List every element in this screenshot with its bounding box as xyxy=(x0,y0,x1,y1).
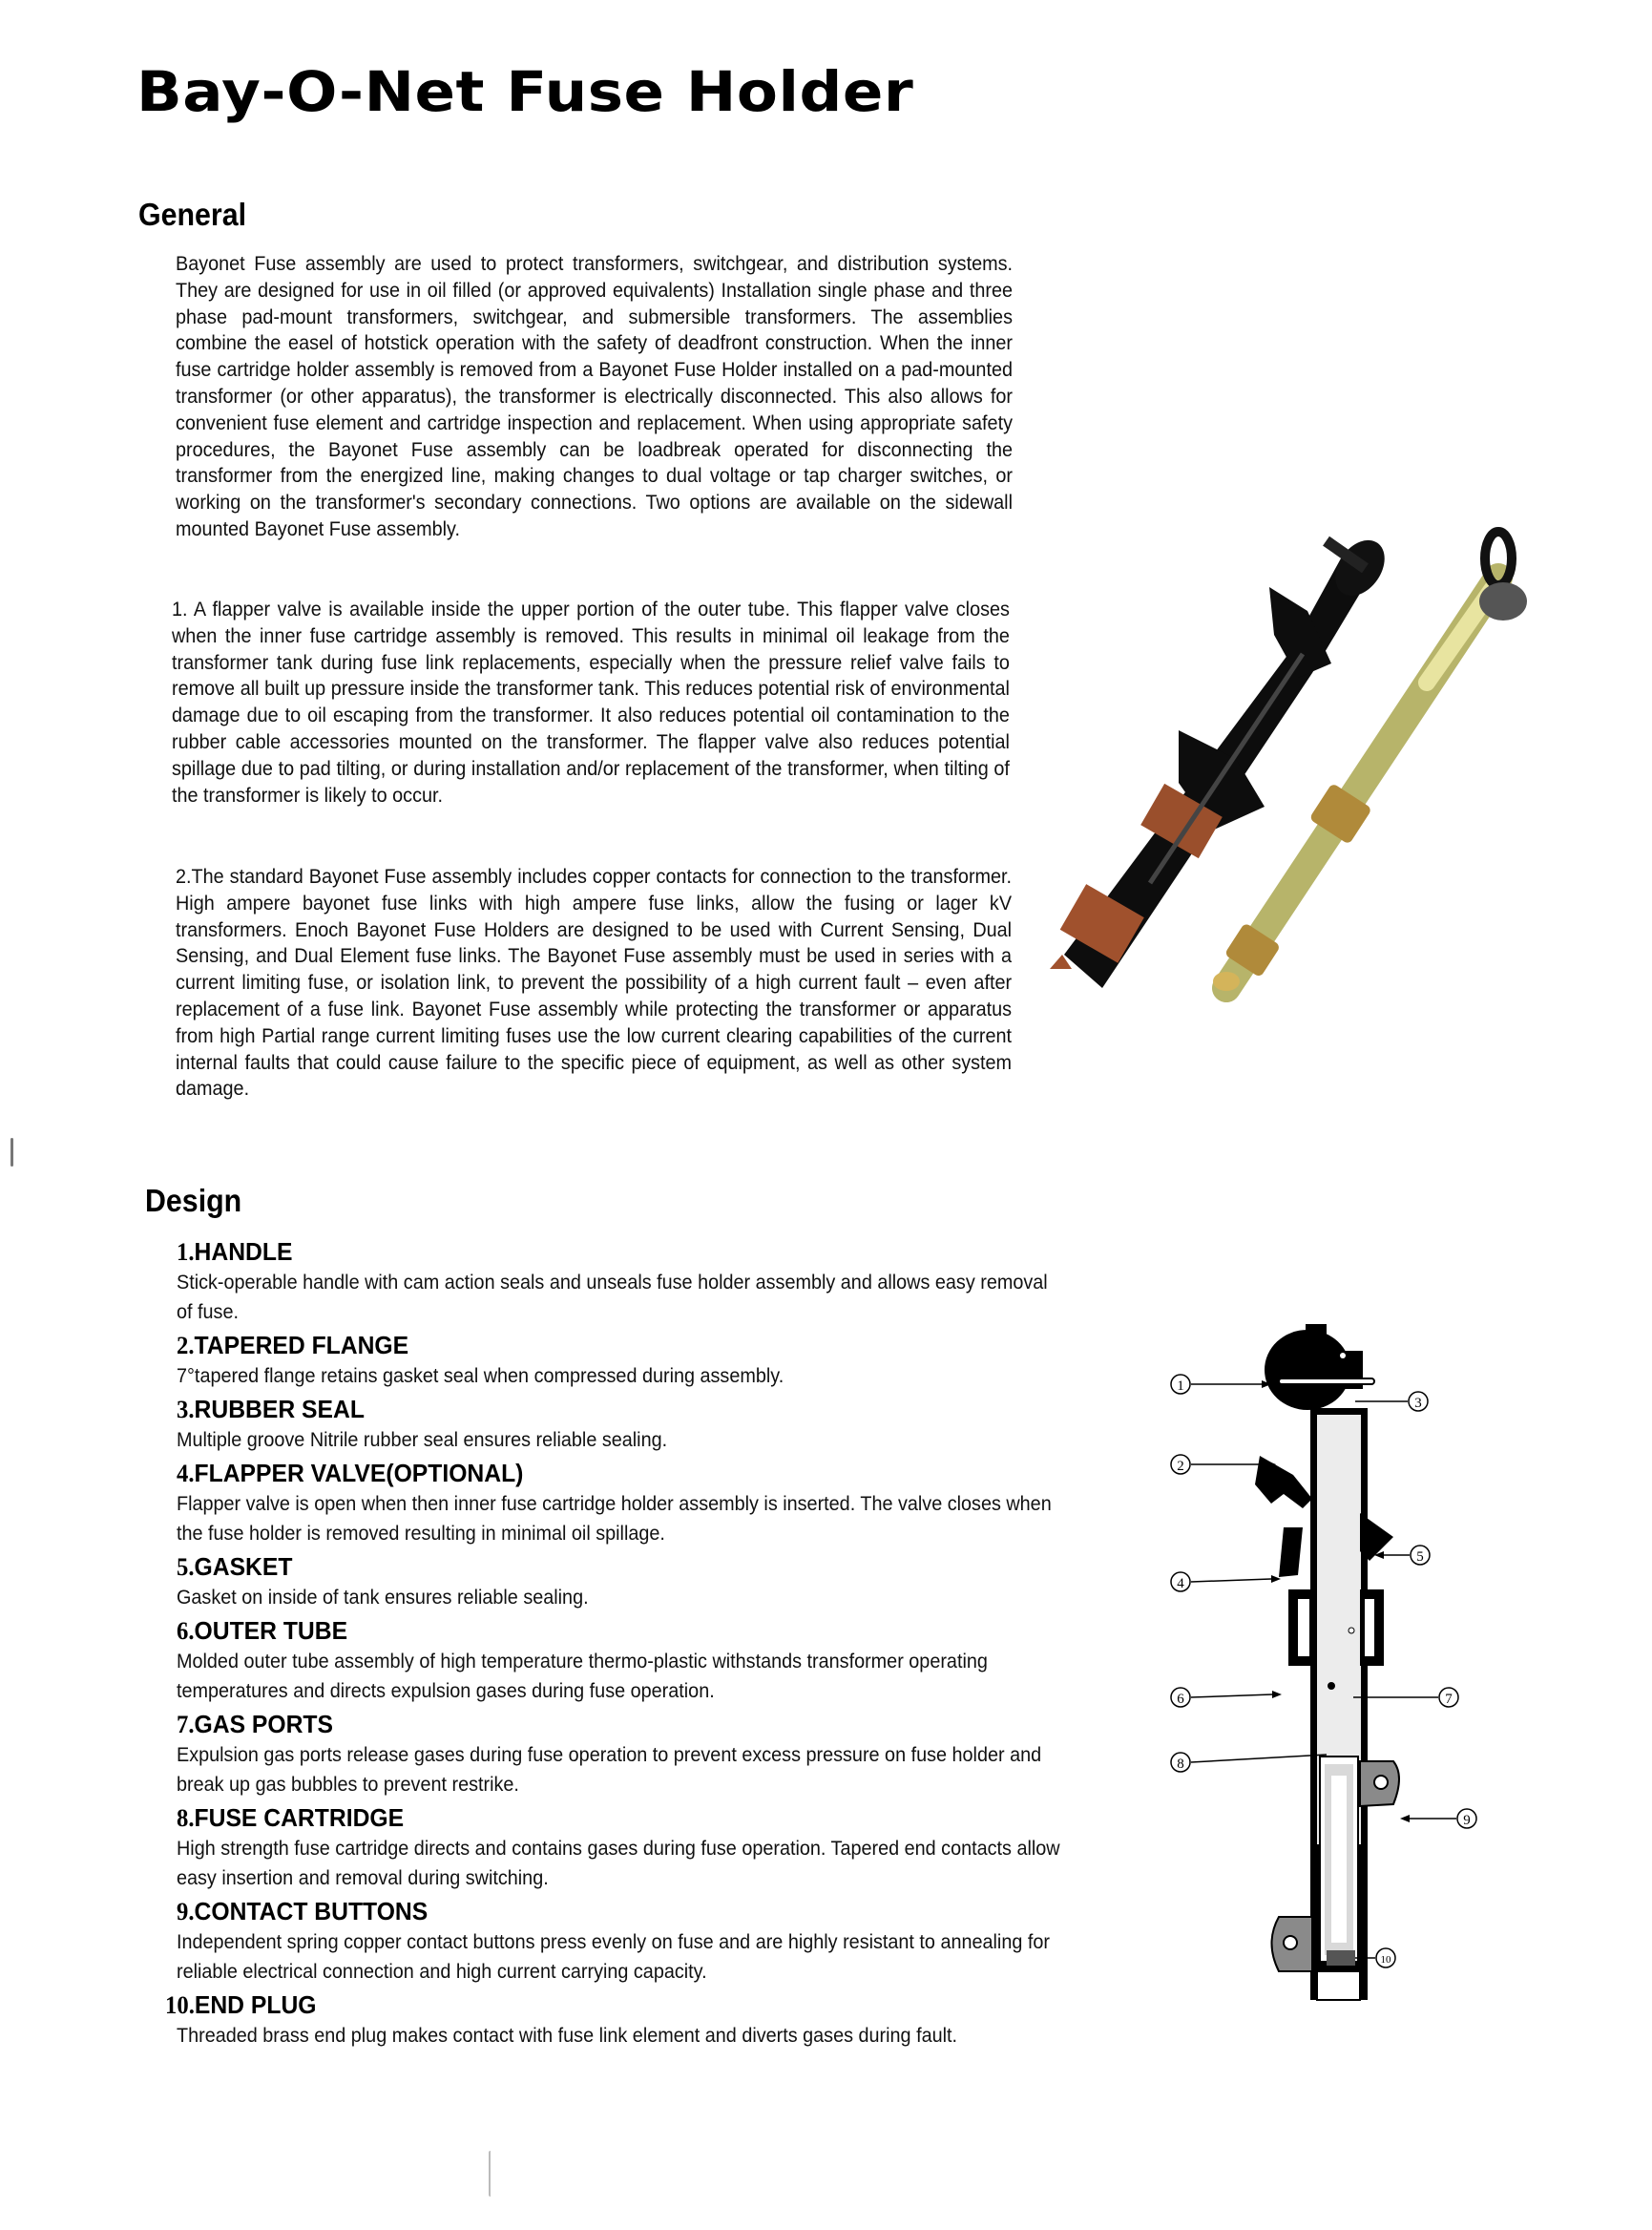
item-description: High strength fuse cartridge directs and contains gases during fuse operation. Tapered end contacts allow easy insertion and removal during switching. xyxy=(177,1837,1060,1889)
design-item-handle xyxy=(177,1236,1131,1327)
item-title: HANDLE xyxy=(194,1237,293,1266)
item-title: END PLUG xyxy=(194,1990,317,2019)
item-title: FLAPPER VALVE(OPTIONAL) xyxy=(194,1459,524,1487)
svg-text:2: 2 xyxy=(1177,1459,1184,1474)
item-description: Independent spring copper contact buttons press evenly on fuse and are highly resistant to annealing for reliable electrical connection and high current carrying capacity. xyxy=(177,1930,1050,1983)
design-feature-list xyxy=(165,1236,1131,2053)
svg-text:1: 1 xyxy=(1177,1378,1184,1394)
item-number: 5. xyxy=(177,1553,195,1581)
svg-text:9: 9 xyxy=(1463,1813,1471,1828)
section-heading-general: General xyxy=(138,197,247,232)
item-number: 10. xyxy=(165,1991,195,2019)
design-item-fuse-cartridge xyxy=(177,1802,1131,1893)
cross-section-diagram xyxy=(1164,1308,1479,2005)
item-description: Expulsion gas ports release gases during fuse operation to prevent excess pressure on fuse holder and break up gas bubbles to prevent restrike. xyxy=(177,1743,1042,1796)
handle-shape xyxy=(1265,1324,1374,1410)
design-item-tapered-flange xyxy=(177,1330,1131,1391)
item-title: GASKET xyxy=(194,1552,293,1581)
design-item-outer-tube xyxy=(177,1615,1131,1706)
item-description: Flapper valve is open when then inner fuse cartridge holder assembly is inserted. The valve closes when the fuse holder is removed resulting in minimal oil spillage. xyxy=(177,1492,1052,1545)
fuse-holder-cross-section xyxy=(1164,1308,1479,2005)
callout-9 xyxy=(1400,1809,1476,1828)
item-title: RUBBER SEAL xyxy=(194,1395,365,1423)
callout-5 xyxy=(1374,1546,1430,1565)
design-item-end-plug xyxy=(165,1989,1131,2051)
item-number: 7. xyxy=(177,1711,195,1738)
item-description: Molded outer tube assembly of high temperature thermo-plastic withstands transformer operating temperatures and directs expulsion gases during fuse operation. xyxy=(177,1650,988,1702)
item-number: 6. xyxy=(177,1617,195,1645)
general-paragraph-option-2: 2.The standard Bayonet Fuse assembly includes copper contacts for connection to the transformer. High ampere bayonet fuse links with high ampere fuse links, allow the fusing or lager kV transformers. Enoch Bayonet Fuse Holders are designed to be used with Current Sensing, Dual Sensing, and Dual Element fuse links. The Bayonet Fuse assembly must be used in series with a current limiting fuse, or isolation link, to prevent the possibility of a high current fault – even after replacement of a fuse link. Bayonet Fuse assembly while protecting the transformer or apparatus from high Partial range current limiting fuses use the low current clearing capabilities of the current internal faults that could cause failure to the specific piece of equipment, as well as other system damage. xyxy=(176,865,1013,1101)
item-title: GAS PORTS xyxy=(194,1710,334,1738)
item-description: Multiple groove Nitrile rubber seal ensures reliable sealing. xyxy=(177,1428,668,1451)
item-number: 1. xyxy=(177,1238,195,1266)
callout-4 xyxy=(1171,1572,1281,1591)
scan-artifact-bottom-mark xyxy=(489,2151,494,2197)
product-photo xyxy=(1045,520,1560,1007)
fuse-holder-photo-illustration xyxy=(1045,520,1560,1007)
item-title: FUSE CARTRIDGE xyxy=(194,1803,405,1832)
design-item-gas-ports xyxy=(177,1709,1131,1799)
item-number: 3. xyxy=(177,1396,195,1423)
general-paragraph-intro: Bayonet Fuse assembly are used to protect transformers, switchgear, and distribution systems. They are designed for use in oil filled (or approved equivalents) Installation single phase and three phase pad-mount transformers, switchgear, and submersible transformers. The assemblies combine the easel of hotstick operation with the safety of deadfront construction. When the inner fuse cartridge holder assembly is removed from a Bayonet Fuse Holder installed on a pad-mounted transformer (or other apparatus), the transformer is electrically disconnected. This also allows for convenient fuse element and cartridge inspection and replacement. When using appropriate safety procedures, the Bayonet Fuse assembly can be loadbreak operated for disconnecting the transformer from the energized line, making changes to dual voltage or tap charger switches, or working on the transformer's secondary connections. Two options are available on the sidewall mounted Bayonet Fuse assembly. xyxy=(176,252,1013,540)
callout-8 xyxy=(1171,1753,1327,1772)
design-item-rubber-seal xyxy=(177,1394,1131,1455)
item-description: Threaded brass end plug makes contact with fuse link element and diverts gases during fault. xyxy=(177,2024,958,2047)
page-title: Bay-O-Net Fuse Holder xyxy=(136,59,914,124)
item-description: 7°tapered flange retains gasket seal when compressed during assembly. xyxy=(177,1364,784,1387)
svg-text:10: 10 xyxy=(1380,1954,1391,1966)
design-item-gasket xyxy=(177,1551,1131,1612)
item-number: 4. xyxy=(177,1460,195,1487)
outer-housing-image xyxy=(1050,531,1394,988)
item-title: TAPERED FLANGE xyxy=(194,1331,409,1359)
svg-text:3: 3 xyxy=(1414,1396,1422,1411)
item-title: CONTACT BUTTONS xyxy=(194,1897,429,1925)
item-description: Gasket on inside of tank ensures reliable sealing. xyxy=(177,1586,589,1609)
design-item-contact-buttons xyxy=(177,1896,1131,1987)
design-item-flapper-valve xyxy=(177,1458,1131,1548)
callout-1 xyxy=(1171,1375,1271,1394)
svg-text:5: 5 xyxy=(1416,1549,1424,1565)
item-title: OUTER TUBE xyxy=(194,1616,348,1645)
svg-text:4: 4 xyxy=(1177,1576,1184,1591)
svg-text:7: 7 xyxy=(1445,1692,1453,1707)
item-description: Stick-operable handle with cam action seals and unseals fuse holder assembly and allows easy removal of fuse. xyxy=(177,1271,1048,1323)
item-number: 2. xyxy=(177,1332,195,1359)
section-heading-design: Design xyxy=(145,1183,242,1218)
fuse-cartridge-image xyxy=(1213,532,1527,991)
scan-artifact-left-mark xyxy=(10,1138,13,1167)
callout-6 xyxy=(1171,1688,1282,1707)
callout-7 xyxy=(1353,1688,1458,1707)
item-number: 8. xyxy=(177,1804,195,1832)
item-number: 9. xyxy=(177,1898,195,1925)
general-paragraph-option-1: 1. A flapper valve is available inside the upper portion of the outer tube. This flapper valve closes when the inner fuse cartridge assembly is removed. This results in minimal oil leakage from the transformer tank during fuse link replacements, especially when the pressure relief valve fails to remove all built up pressure inside the transformer tank. This reduces potential risk of environmental damage due to oil escaping from the transformer. It also reduces potential oil contamination to the rubber cable accessories mounted on the transformer. The flapper valve also reduces potential spillage due to pad tilting, or during installation and/or replacement of the transformer, when tilting of the transformer is likely to occur. xyxy=(172,598,1010,807)
svg-text:6: 6 xyxy=(1177,1692,1184,1707)
svg-text:8: 8 xyxy=(1177,1757,1184,1772)
